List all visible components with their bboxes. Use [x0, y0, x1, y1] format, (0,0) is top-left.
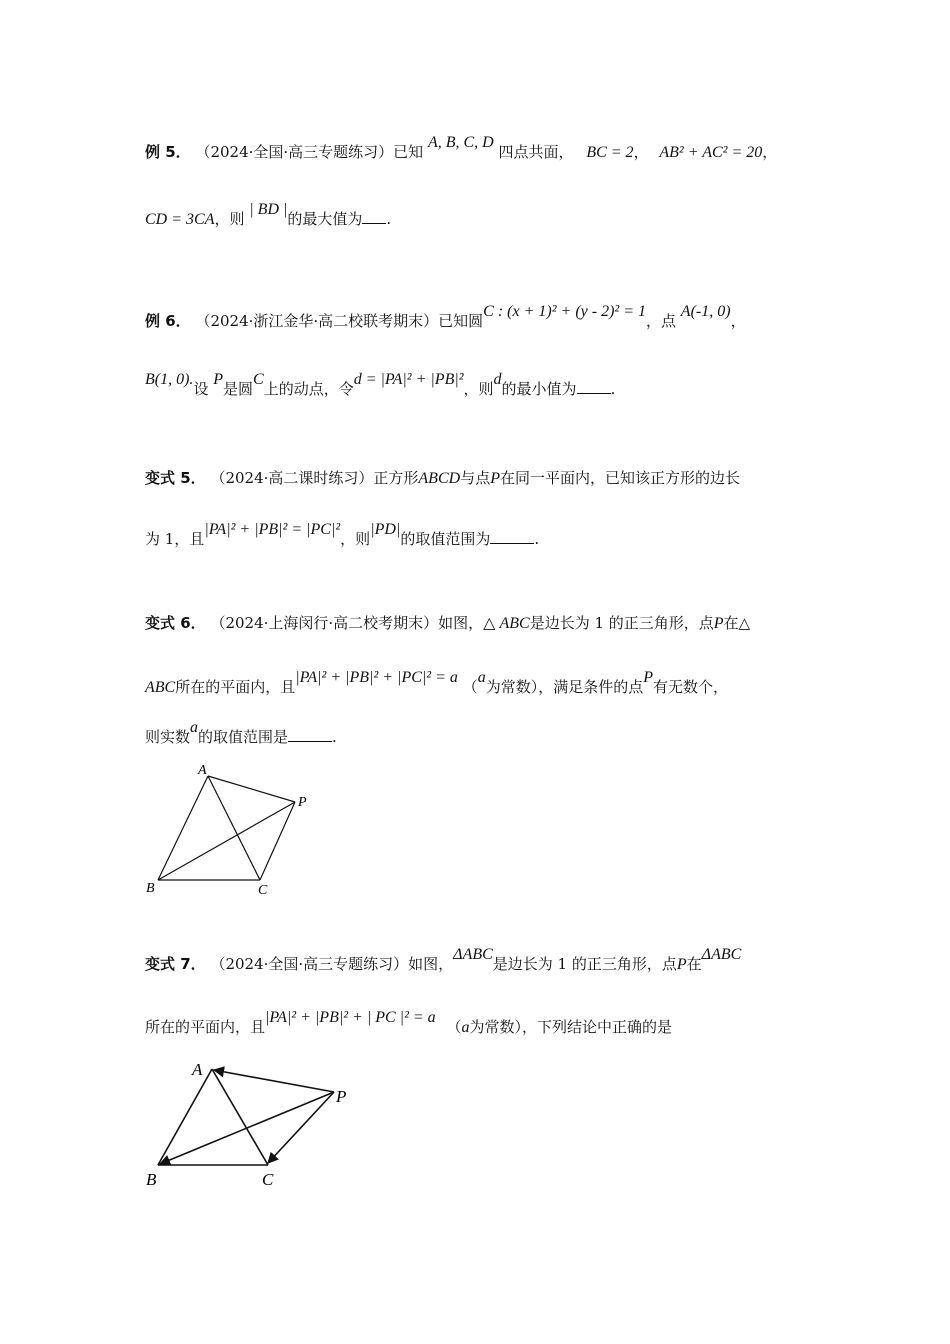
example-6-d-definition: d = |PA|² + |PB|² — [353, 371, 464, 388]
vector-pb — [160, 1092, 334, 1164]
variant-7-source: （2024·全国·高三专题练习）如图， — [210, 955, 454, 973]
variant-6-label: 变式 6． — [145, 614, 206, 632]
variant-5-answer-blank — [490, 543, 534, 544]
example-6-line-2: B(1, 0).设 P是圆C上的动点，令d = |PA|² + |PB|²，则d的最小值为 . — [145, 371, 616, 398]
variant-5-square: ABCD — [418, 470, 461, 487]
example-6-label: 例 6． — [145, 312, 191, 330]
example-5-cd: CD = 3CA — [145, 211, 215, 228]
variant-5-source: （2024·高二课时练习）正方形 — [210, 469, 419, 487]
variant-6-source: （2024·上海闵行·高二校考期末）如图， — [210, 614, 484, 632]
variant-7-line-1: 变式 7． （2024·全国·高三专题练习）如图，ΔABC是边长为 1 的正三角形，点P在ΔABC — [145, 946, 742, 973]
variant-5-pd: |PD| — [370, 521, 401, 538]
variant-5-equation: |PA|² + |PB|² = |PC|² — [204, 521, 341, 538]
example-5-source: （2024·全国·高三专题练习）已知 — [195, 143, 424, 161]
vertex-a-label: A — [192, 1060, 203, 1079]
example-6-point-a: A(-1, 0) — [680, 303, 731, 320]
variant-6-figure — [140, 758, 320, 898]
edge-ac — [212, 1069, 268, 1165]
example-6-source: （2024·浙江金华·高二校联考期末）已知圆 — [195, 312, 484, 330]
example-5-line-2: CD = 3CA，则 | BD |的最大值为 . — [145, 201, 392, 228]
variant-5-label: 变式 5． — [145, 469, 206, 487]
vector-pa — [214, 1070, 334, 1092]
variant-6-equation: |PA|² + |PB|² + |PC|² = a — [295, 669, 458, 686]
example-5-answer-blank — [362, 223, 386, 224]
vertex-c-label: C — [258, 883, 268, 898]
edge-ab — [158, 1069, 212, 1165]
variant-7-line-2: 所在的平面内，且|PA|² + |PB|² + | PC |² = a （a为常数），下列结论中正确的是 — [145, 1009, 672, 1036]
example-5-bd: | BD | — [249, 201, 288, 218]
point-p-label: P — [298, 795, 307, 810]
example-5-points: A, B, C, D — [427, 134, 494, 151]
example-6-text-1: ，点 — [646, 312, 677, 330]
edge-cp — [260, 802, 295, 880]
example-5-ab-ac: AB² + AC² = 20 — [659, 144, 763, 161]
example-6-point-b: B(1, 0). — [145, 371, 194, 388]
variant-6-answer-blank — [288, 741, 332, 742]
variant-7-equation: |PA|² + |PB|² + | PC |² = a — [265, 1009, 436, 1026]
variant-7-label: 变式 7． — [145, 955, 206, 973]
edge-ab — [158, 776, 208, 880]
edge-ap — [208, 776, 295, 802]
vertex-b-label: B — [146, 881, 155, 896]
variant-5-line-1: 变式 5． （2024·高二课时练习）正方形ABCD与点P在同一平面内，已知该正方形的边长 — [145, 469, 740, 487]
vector-pc — [268, 1092, 334, 1163]
variant-7-figure — [140, 1055, 360, 1195]
example-6-line-1: 例 6． （2024·浙江金华·高二校联考期末）已知圆C : (x + 1)² + (y - 2)² = 1，点 A(-1, 0)， — [145, 303, 746, 330]
vertex-c-label: C — [262, 1170, 274, 1189]
example-6-answer-blank — [577, 393, 611, 394]
variant-6-line-3: 则实数a的取值范围是 . — [145, 719, 337, 746]
example-5-text-1: 四点共面， — [498, 143, 574, 161]
example-5-text-3: 的最大值为 — [287, 210, 363, 228]
vertex-b-label: B — [146, 1170, 157, 1189]
variant-6-line-1: 变式 6． （2024·上海闵行·高二校考期末）如图，△ ABC是边长为 1 的正三角形，点P在△ — [145, 614, 751, 632]
example-5-text-2: ，则 — [214, 210, 245, 228]
vertex-a-label: A — [198, 763, 207, 778]
edge-ac — [208, 776, 260, 880]
variant-6-line-2: ABC所在的平面内，且|PA|² + |PB|² + |PC|² = a （a为常数），满足条件的点P有无数个， — [145, 669, 728, 696]
point-p-label: P — [336, 1087, 347, 1106]
example-5-bc: BC = 2 — [586, 144, 634, 161]
example-5-label: 例 5． — [145, 143, 191, 161]
variant-5-line-2: 为 1，且|PA|² + |PB|² = |PC|²，则|PD|的取值范围为 . — [145, 521, 540, 548]
example-5-line-1: 例 5． （2024·全国·高三专题练习）已知 A, B, C, D 四点共面， BC = 2， AB² + AC² = 20， — [145, 134, 778, 161]
example-6-circle: C : (x + 1)² + (y - 2)² = 1 — [483, 303, 646, 320]
